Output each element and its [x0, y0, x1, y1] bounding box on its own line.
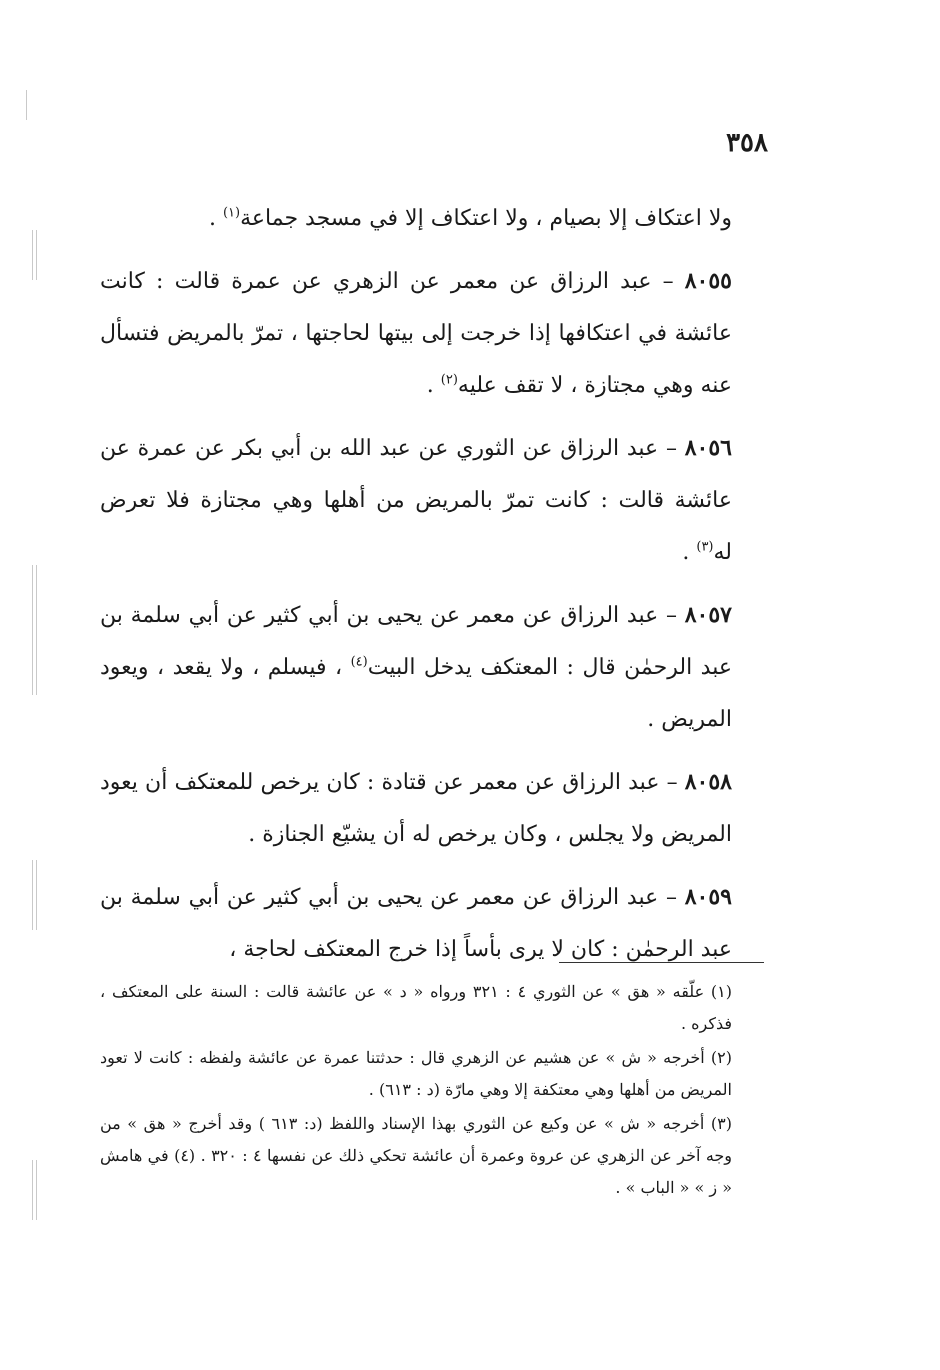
paragraph [100, 255, 732, 412]
paragraph-end: ، فيسلم ، ولا يقعد ، ويعود المريض . [100, 655, 732, 732]
margin-mark [36, 1160, 37, 1220]
paragraph-text: – عبد الرزاق عن معمر عن قتادة : كان يرخص للمعتكف أن يعود المريض ولا يجلس ، وكان يرخص له أن يشيّع الجنازة . [100, 770, 732, 847]
margin-mark [32, 1160, 33, 1220]
scan-margin-marks [22, 0, 52, 1370]
footnote-divider [559, 962, 764, 963]
main-text [100, 192, 732, 986]
footnotes [100, 976, 732, 1206]
margin-mark [36, 565, 37, 695]
paragraph [100, 422, 732, 579]
hadith-number: ٨٠٥٩ [684, 884, 732, 910]
hadith-number: ٨٠٥٧ [684, 602, 732, 628]
footnote-ref[interactable]: (٣) [696, 539, 714, 555]
paragraph-text: ولا اعتكاف إلا بصيام ، ولا اعتكاف إلا في مسجد جماعة [240, 206, 732, 231]
margin-mark [32, 565, 33, 695]
footnote-ref[interactable]: (١) [222, 205, 241, 221]
paragraph-end: . [426, 373, 441, 398]
paragraph-text: – عبد الرزاق عن معمر عن يحيى بن أبي كثير عن أبي سلمة بن عبد الرحمٰن : كان لا يرى بأساً إذا خرج المعتكف لحاجة ، [100, 885, 732, 962]
margin-mark [36, 230, 37, 280]
paragraph-end: . [682, 540, 697, 565]
margin-mark [32, 230, 33, 280]
footnote-ref[interactable]: (٢) [440, 372, 458, 388]
hadith-number: ٨٠٥٥ [684, 268, 732, 294]
footnote-ref[interactable]: (٤) [350, 654, 368, 670]
paragraph-end: . [208, 206, 223, 231]
paragraph [100, 589, 732, 746]
margin-mark [32, 860, 33, 930]
footnote: (٢) أخرجه « ش » عن هشيم عن الزهري قال : حدثتنا عمرة عن عائشة ولفظه : كانت لا تعود المريض من أهلها وهي معتكفة إلا وهي مارّة (د : ٦١٣) . [100, 1048, 732, 1099]
margin-mark [26, 90, 27, 120]
margin-mark [36, 860, 37, 930]
footnote: (١) علّقه « هق » عن الثوري ٤ : ٣٢١ ورواه « د » عن عائشة قالت : السنة على المعتكف ، فذكره . [100, 982, 733, 1033]
footnote: (٣) أخرجه « ش » عن وكيع عن الثوري بهذا الإسناد واللفظ (د: ٦١٣ ) وقد أخرج « هق » من وجه آخر عن الزهري عن عروة وعمرة أن عائشة تحكي ذلك عن نفسها ٤ : ٣٢٠ . (٤) في هامش « ز » « الباب » . [100, 1114, 733, 1197]
hadith-number: ٨٠٥٦ [684, 435, 732, 461]
hadith-number: ٨٠٥٨ [684, 769, 732, 795]
paragraph-text: – عبد الرزاق عن معمر عن يحيى بن أبي كثير عن أبي سلمة بن عبد الرحمٰن قال : المعتكف يدخل البيت [100, 603, 732, 680]
paragraph [100, 756, 732, 861]
paragraph [100, 192, 732, 245]
paragraph-text: – عبد الرزاق عن معمر عن الزهري عن عمرة قالت : كانت عائشة في اعتكافها إذا خرجت إلى بيتها لحاجتها ، تمرّ بالمريض فتسأل عنه وهي مجتازة ، لا تقف عليه [100, 269, 732, 398]
page-number: ٣٥٨ [726, 128, 768, 158]
paragraph [100, 871, 732, 976]
paragraph-text: – عبد الرزاق عن الثوري عن عبد الله بن أبي بكر عن عمرة عن عائشة قالت : كانت تمرّ بالمريض من أهلها وهي مجتازة فلا تعرض له [100, 436, 732, 565]
